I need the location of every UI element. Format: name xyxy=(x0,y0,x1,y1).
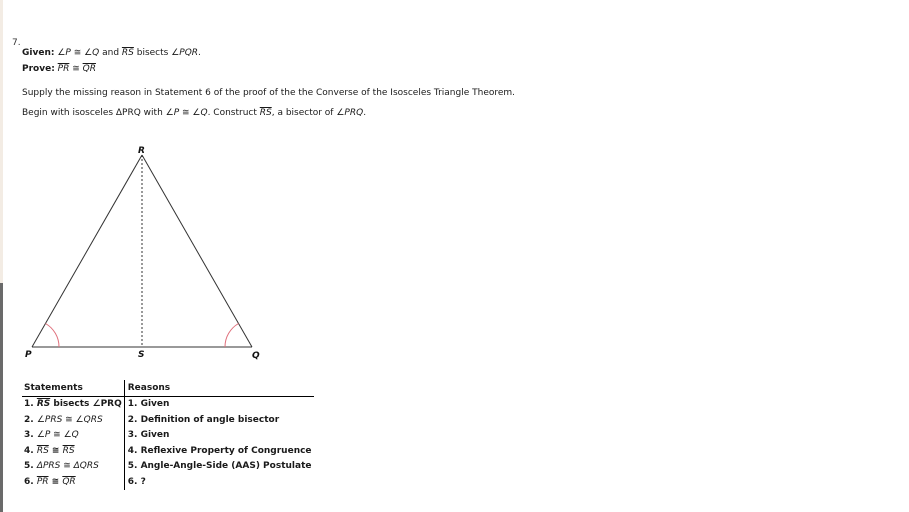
statement-segment: $\overline{PR}$ xyxy=(36,476,49,487)
statement-segment: $\overline{RS}$ xyxy=(36,399,51,410)
statement-number: 4. xyxy=(24,445,37,456)
table-row xyxy=(22,396,314,412)
proof-table xyxy=(22,380,314,490)
statement-number: 2. xyxy=(24,414,37,425)
statement-number: 1. xyxy=(24,399,37,410)
statement-segment: $\overline{RS}$ xyxy=(36,445,49,456)
reason-cell: 1. Given xyxy=(124,396,313,412)
angle-arc-p xyxy=(46,324,60,348)
statement-cell xyxy=(22,459,124,475)
begin-angle-p: ∠P xyxy=(165,108,180,118)
begin-congruent-sign: ≅ xyxy=(179,108,193,118)
reason-cell: 2. Definition of angle bisector xyxy=(124,412,313,428)
given-angle-q: ∠Q xyxy=(84,48,100,58)
table-row xyxy=(22,474,314,490)
prove-congruent-sign: ≅ xyxy=(69,64,83,74)
begin-period: . xyxy=(363,108,367,118)
given-segment-rs: $\overline{RS}$ xyxy=(121,48,134,58)
statement-cell xyxy=(22,428,124,444)
reason-cell: 4. Reflexive Property of Congruence xyxy=(124,443,313,459)
begin-text-1: Begin with isosceles ΔPRQ with xyxy=(22,108,166,118)
statement-cell xyxy=(22,412,124,428)
reason-cell: 3. Given xyxy=(124,428,313,444)
question-number: 7. xyxy=(12,38,21,48)
given-bisects: bisects xyxy=(133,48,172,58)
table-row xyxy=(22,443,314,459)
instruction-text: Supply the missing reason in Statement 6 of the proof of the the Converse of the Isosceles Triangle Theorem. xyxy=(22,88,516,98)
table-row xyxy=(22,459,314,475)
proof-header-row xyxy=(22,380,314,396)
begin-angle-q: ∠Q xyxy=(192,108,208,118)
statement-cell xyxy=(22,474,124,490)
header-statements: Statements xyxy=(22,380,124,396)
given-label: Given: xyxy=(22,48,55,58)
header-reasons: Reasons xyxy=(124,380,313,396)
statement-text: ΔPRS ≅ ΔQRS xyxy=(36,461,99,472)
vertex-label-q: Q xyxy=(252,351,260,361)
statement-text: bisects ∠PRQ xyxy=(50,399,122,410)
prove-segment-qr: $\overline{QR}$ xyxy=(82,64,96,74)
angle-arc-q xyxy=(225,324,239,348)
statement-text: ∠PRS ≅ ∠QRS xyxy=(36,414,103,425)
given-period: . xyxy=(198,48,201,58)
table-row xyxy=(22,428,314,444)
statement-number: 3. xyxy=(24,430,37,441)
given-angle-p: ∠P xyxy=(57,48,71,58)
table-row xyxy=(22,412,314,428)
statement-segment: $\overline{RS}$ xyxy=(62,445,75,456)
reason-cell: 6. ? xyxy=(124,474,313,490)
statement-cell xyxy=(22,396,124,412)
statement-number: 6. xyxy=(24,476,37,487)
statement-congruent-sign: ≅ xyxy=(48,476,63,487)
begin-text-3: , a bisector of xyxy=(271,108,337,118)
given-and: and xyxy=(99,48,122,58)
reason-cell: 5. Angle-Angle-Side (AAS) Postulate xyxy=(124,459,313,475)
vertex-label-p: P xyxy=(25,350,32,360)
given-congruent-sign: ≅ xyxy=(70,48,85,58)
vertex-label-s: S xyxy=(138,350,145,360)
statement-text: ∠P ≅ ∠Q xyxy=(36,430,79,441)
prove-label: Prove: xyxy=(22,64,55,74)
prove-segment-pr: $\overline{PR}$ xyxy=(57,64,70,74)
vertex-label-r: R xyxy=(138,146,145,156)
statement-segment: $\overline{QR}$ xyxy=(62,476,76,487)
side-pr xyxy=(32,155,142,347)
given-angle-pqr: ∠PQR xyxy=(171,48,199,58)
statement-congruent-sign: ≅ xyxy=(48,445,63,456)
begin-text-2: . Construct xyxy=(207,108,260,118)
begin-angle-prq: ∠PRQ xyxy=(336,108,364,118)
side-rq xyxy=(142,155,252,347)
statement-number: 5. xyxy=(24,461,37,472)
begin-segment-rs: $\overline{RS}$ xyxy=(259,108,272,118)
statement-cell xyxy=(22,443,124,459)
